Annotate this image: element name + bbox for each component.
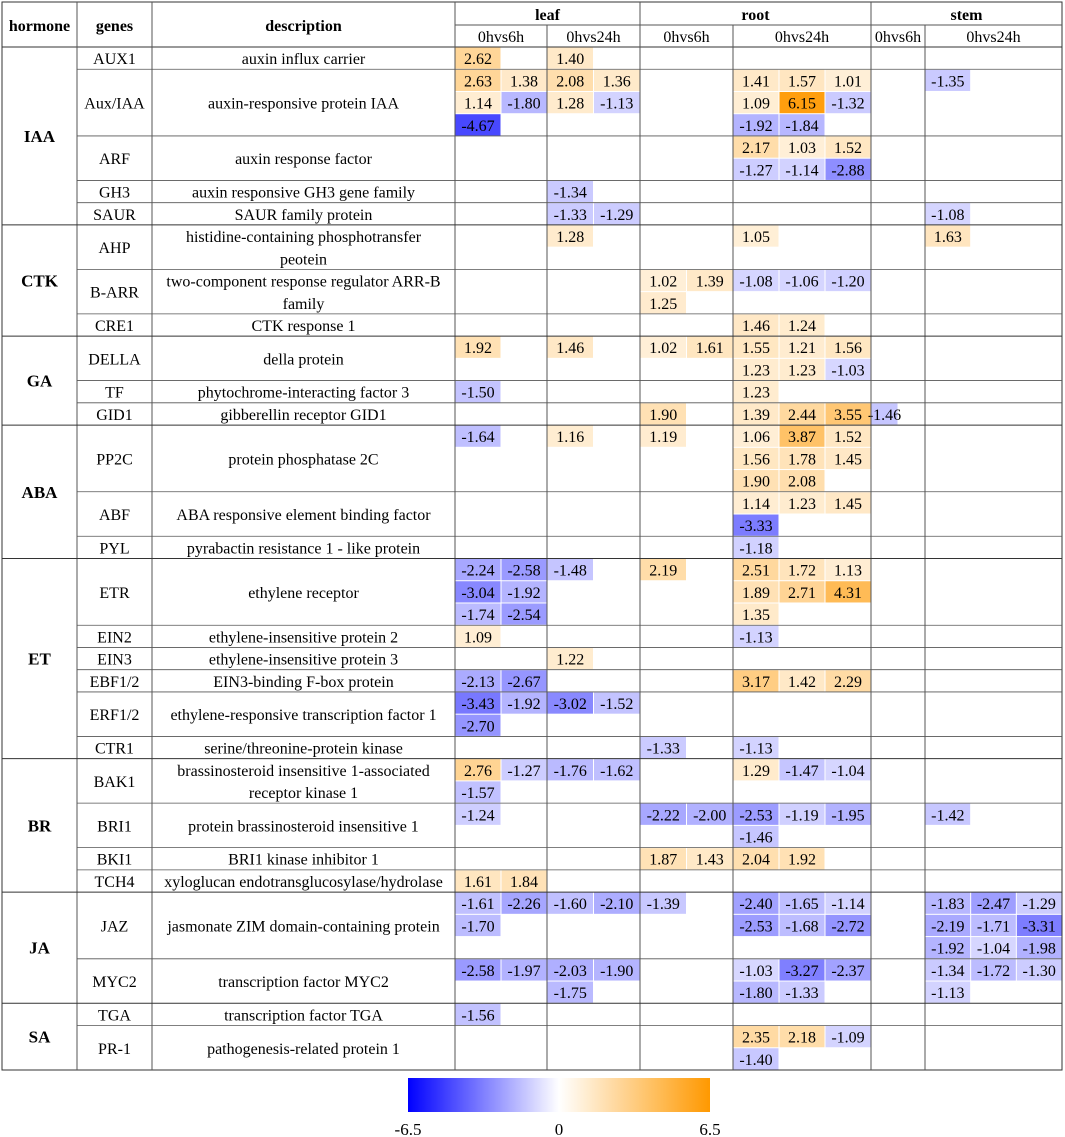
hormone-label-et: ET	[28, 649, 51, 669]
header-comparison: 0hvs6h	[663, 29, 710, 46]
heat-cell-label: -2.67	[507, 673, 541, 691]
heat-cell-label: 1.40	[556, 51, 585, 69]
heat-cell-label: -4.67	[461, 117, 495, 135]
heat-cell-label: 2.51	[742, 562, 770, 580]
heat-cell-label: -1.68	[785, 918, 819, 936]
heat-cell-label: -2.58	[461, 962, 495, 980]
heat-cell-label: -2.72	[831, 918, 865, 936]
heat-cell-label: -1.33	[646, 740, 680, 758]
gene-label: BKI1	[96, 851, 133, 869]
hormone-label-aba: ABA	[21, 482, 58, 502]
heat-cell-label: -3.31	[1022, 918, 1056, 936]
heat-cell-label: -1.64	[461, 429, 495, 447]
heat-cell-label: -1.39	[646, 896, 680, 914]
gene-label: BRI1	[97, 818, 132, 836]
heat-cell-label: 1.46	[742, 317, 770, 335]
heat-cell-label: -1.08	[931, 206, 965, 224]
heat-cell-label: 1.45	[834, 495, 862, 513]
heat-cell-label: -1.95	[831, 807, 865, 825]
heat-cell-label: -1.71	[976, 918, 1011, 936]
heat-cell-label: -2.00	[693, 807, 727, 825]
gene-label: SAUR	[93, 206, 136, 224]
heat-cell-label: 1.52	[834, 429, 862, 447]
heat-cell-label: -1.13	[931, 985, 965, 1003]
heat-cell-label: -3.33	[739, 518, 773, 536]
heat-cell-label: 1.16	[556, 429, 585, 447]
header-comparison: 0hvs24h	[566, 29, 621, 46]
heat-cell-label: 1.14	[742, 495, 770, 513]
heat-cell-label: -2.22	[646, 807, 680, 825]
heat-cell-label: -1.20	[831, 273, 865, 291]
heat-cell-label: 2.19	[649, 562, 678, 580]
gene-label: CTR1	[94, 740, 135, 758]
heat-cell-label: -1.46	[867, 406, 902, 424]
heat-cell-label: -1.52	[600, 696, 634, 714]
heat-cell-label: -1.75	[553, 985, 587, 1003]
heat-cell-label: -1.14	[785, 162, 819, 180]
heat-cell-label: 1.43	[695, 851, 724, 869]
gene-description: jasmonate ZIM domain-containing protein	[167, 918, 440, 936]
heat-cell-label: -3.02	[553, 696, 587, 714]
gene-label: DELLA	[88, 351, 141, 369]
gene-label: CRE1	[94, 317, 135, 335]
heat-cell-label: 2.63	[464, 73, 492, 91]
heat-cell-label: 1.42	[788, 673, 816, 691]
gene-description: two-component response regulator ARR-B	[166, 273, 441, 291]
gene-description: peotein	[279, 251, 328, 269]
colorbar-tick-label: 6.5	[699, 1120, 721, 1137]
heat-cell-label: -1.65	[785, 896, 819, 914]
gene-description: ABA responsive element binding factor	[176, 507, 431, 525]
gene-description: protein brassinosteroid insensitive 1	[188, 818, 419, 836]
heat-cell-label: -1.35	[931, 73, 965, 91]
heat-cell-label: -1.09	[831, 1029, 865, 1047]
gene-label: PR-1	[98, 1040, 131, 1058]
gene-label: B-ARR	[90, 284, 139, 302]
gene-label: EIN2	[97, 629, 132, 647]
header-description: description	[265, 18, 342, 35]
heat-cell-label: -1.29	[600, 206, 634, 224]
gene-label: JAZ	[100, 918, 129, 936]
heat-cell-label: -2.54	[507, 607, 541, 625]
heat-cell-label: -2.47	[976, 896, 1011, 914]
heat-cell-label: -2.19	[931, 918, 965, 936]
heat-cell-label: -1.92	[931, 940, 965, 958]
heat-cell-label: 2.08	[556, 73, 585, 91]
gene-label: GH3	[98, 184, 131, 202]
gene-description: CTK response 1	[251, 317, 356, 335]
gene-description: family	[282, 295, 325, 313]
heat-cell-label: 1.09	[742, 95, 770, 113]
gene-description: pathogenesis-related protein 1	[207, 1040, 400, 1058]
heat-cell-label: 1.13	[834, 562, 862, 580]
heat-cell-label: 1.06	[742, 429, 770, 447]
heat-cell-label: 3.87	[788, 429, 816, 447]
heat-cell-label: 1.01	[834, 73, 862, 91]
heat-cell-label: 1.39	[742, 406, 770, 424]
heat-cell-label: 1.09	[464, 629, 492, 647]
heat-cell-label: 1.25	[649, 295, 678, 313]
gene-description: transcription factor TGA	[224, 1007, 383, 1025]
heat-cell-label: -1.34	[931, 962, 965, 980]
heat-cell-label: 1.38	[510, 73, 538, 91]
heat-cell-label: 2.29	[834, 673, 862, 691]
heat-cell-label: 1.45	[834, 451, 862, 469]
header-hormone: hormone	[8, 18, 71, 35]
heat-cell-label: 1.24	[788, 317, 816, 335]
heat-cell-label: 1.28	[556, 229, 585, 247]
hormone-label-sa: SA	[28, 1027, 51, 1047]
heat-cell-label: 2.76	[464, 762, 492, 780]
heat-cell-label: 2.62	[464, 51, 492, 69]
heat-cell-label: -1.50	[461, 384, 495, 402]
heat-cell-label: -3.04	[461, 584, 495, 602]
heat-cell-label: 1.84	[510, 873, 538, 891]
heat-cell-label: 1.56	[742, 451, 770, 469]
heat-cell-label: -1.06	[785, 273, 819, 291]
gene-description: auxin-responsive protein IAA	[207, 95, 400, 113]
heat-cell-label: -1.72	[976, 962, 1011, 980]
heat-cell-label: -1.08	[739, 273, 773, 291]
heat-cell-label: 2.04	[742, 851, 770, 869]
heat-cell-label: -1.13	[739, 629, 773, 647]
gene-description: auxin response factor	[235, 151, 372, 169]
gene-description: transcription factor MYC2	[218, 974, 389, 992]
heat-cell-label: 1.29	[742, 762, 770, 780]
gene-label: ARF	[98, 151, 131, 169]
heat-cell-label: 4.31	[834, 584, 862, 602]
heat-cell-label: -3.43	[461, 696, 495, 714]
gene-description: histidine-containing phosphotransfer	[185, 229, 422, 247]
heat-cell-label: 1.92	[464, 340, 492, 358]
heat-cell-label: -1.56	[461, 1007, 495, 1025]
heat-cell-label: 1.89	[742, 584, 770, 602]
heat-cell-label: -2.03	[553, 962, 587, 980]
heat-cell-label: -2.13	[461, 673, 495, 691]
heat-cell-label: -2.53	[739, 807, 773, 825]
gene-description: ethylene-insensitive protein 2	[208, 629, 399, 647]
heat-cell-label: -2.58	[507, 562, 541, 580]
hormone-label-ja: JA	[29, 938, 50, 958]
heat-cell-label: 2.71	[788, 584, 816, 602]
heat-cell-label: 2.18	[788, 1029, 816, 1047]
colorbar-tick-label: -6.5	[394, 1120, 422, 1137]
heat-cell-label: -1.04	[976, 940, 1011, 958]
heat-cell-label: 1.57	[788, 73, 816, 91]
heat-cell-label: 1.23	[788, 362, 816, 380]
gene-label: EIN3	[97, 651, 132, 669]
gene-description: serine/threonine-protein kinase	[204, 740, 403, 758]
heat-cell-label: -1.32	[831, 95, 865, 113]
heat-cell-label: -1.13	[739, 740, 773, 758]
heat-cell-label: 1.22	[556, 651, 585, 669]
heat-cell-label: -1.80	[507, 95, 541, 113]
heat-cell-label: -1.57	[461, 785, 495, 803]
gene-label: AUX1	[93, 51, 136, 69]
heat-cell-label: -1.62	[600, 762, 634, 780]
heat-cell-label: 1.23	[788, 495, 816, 513]
heat-cell-label: -1.42	[931, 807, 965, 825]
gene-label: AHP	[98, 240, 131, 258]
header-comparison: 0hvs6h	[874, 29, 922, 46]
heat-cell-label: -2.10	[600, 896, 634, 914]
gene-description: xyloglucan endotransglucosylase/hydrolase	[164, 873, 443, 891]
heat-cell-label: 1.52	[834, 140, 862, 158]
heat-cell-label: -1.14	[831, 896, 865, 914]
heat-cell-label: -1.76	[553, 762, 587, 780]
gene-label: GID1	[96, 406, 133, 424]
heat-cell-label: 3.55	[834, 406, 862, 424]
hormone-label-iaa: IAA	[23, 126, 56, 146]
heat-cell-label: -1.48	[553, 562, 587, 580]
gene-label: TF	[105, 384, 124, 402]
heat-cell-label: -1.29	[1022, 896, 1056, 914]
heat-cell-label: 6.15	[788, 95, 816, 113]
heat-cell-label: 1.05	[742, 229, 770, 247]
hormone-label-ga: GA	[26, 371, 53, 391]
heat-cell-label: -1.70	[461, 918, 495, 936]
heat-cell-label: -2.70	[461, 718, 495, 736]
heat-cell-label: -3.27	[785, 962, 819, 980]
heat-cell-label: 1.35	[742, 607, 770, 625]
gene-description: ethylene-responsive transcription factor 1	[170, 707, 437, 725]
header-comparison: 0hvs24h	[966, 29, 1021, 46]
heat-cell-label: -2.37	[831, 962, 865, 980]
heat-cell-label: -1.92	[739, 117, 773, 135]
header-tissue-root: root	[741, 7, 770, 24]
heat-cell-label: 1.36	[602, 73, 631, 91]
heat-cell-label: 2.35	[742, 1029, 770, 1047]
gene-description: della protein	[263, 351, 344, 369]
gene-description: gibberellin receptor GID1	[220, 406, 387, 424]
gene-label: Aux/IAA	[84, 95, 145, 113]
heat-cell-label: 1.41	[742, 73, 770, 91]
heat-cell-label: -1.92	[507, 696, 541, 714]
gene-label: ABF	[98, 507, 131, 525]
heat-cell-label: -2.88	[831, 162, 865, 180]
header-tissue-stem: stem	[950, 7, 983, 24]
heat-cell-label: 1.23	[742, 362, 770, 380]
heat-cell-label: -1.90	[600, 962, 634, 980]
heat-cell-label: -1.97	[507, 962, 541, 980]
heat-cell-label: 1.55	[742, 340, 770, 358]
header-comparison: 0hvs24h	[774, 29, 830, 46]
heat-cell-label: 1.90	[649, 406, 678, 424]
heat-cell-label: -2.53	[739, 918, 773, 936]
heat-cell-label: -1.60	[553, 896, 587, 914]
hormone-label-br: BR	[27, 816, 52, 836]
heat-cell-label: -1.30	[1022, 962, 1056, 980]
heat-cell-label: 3.17	[742, 673, 770, 691]
gene-description: ethylene-insensitive protein 3	[208, 651, 399, 669]
heat-cell-label: -1.34	[553, 184, 587, 202]
heat-cell-label: -2.40	[739, 896, 773, 914]
gene-description: pyrabactin resistance 1 - like protein	[186, 540, 421, 558]
heat-cell-label: 1.63	[933, 229, 962, 247]
heat-cell-label: 2.44	[788, 406, 816, 424]
hormone-label-ctk: CTK	[21, 271, 58, 291]
gene-description: auxin responsive GH3 gene family	[191, 184, 416, 202]
heat-cell-label: -1.80	[739, 985, 773, 1003]
heat-cell-label: -1.24	[461, 807, 495, 825]
gene-description: SAUR family protein	[234, 206, 373, 224]
heat-cell-label: 1.28	[556, 95, 585, 113]
header-genes: genes	[95, 18, 134, 35]
heat-cell-label: 1.61	[695, 340, 724, 358]
heat-cell-label: 1.21	[788, 340, 816, 358]
heat-cell-label: -1.33	[553, 206, 587, 224]
heat-cell-label: -1.40	[739, 1051, 773, 1069]
heat-cell-label: 2.17	[742, 140, 770, 158]
heat-cell-label: -1.92	[507, 584, 541, 602]
heat-cell-label: 1.19	[649, 429, 678, 447]
gene-label: TGA	[98, 1007, 131, 1025]
heat-cell-label: 1.39	[695, 273, 724, 291]
gene-description: ethylene receptor	[248, 584, 359, 602]
colorbar-tick-label: 0	[554, 1120, 564, 1137]
heat-cell-label: -1.33	[785, 985, 819, 1003]
gene-description: BRI1 kinase inhibitor 1	[228, 851, 379, 869]
heat-cell-label: 1.92	[788, 851, 816, 869]
gene-label: BAK1	[93, 773, 136, 791]
heat-cell-label: -1.98	[1022, 940, 1056, 958]
gene-label: MYC2	[92, 974, 137, 992]
gene-label: ERF1/2	[89, 707, 140, 725]
heat-cell-label: -1.03	[831, 362, 865, 380]
heat-cell-label: -1.27	[507, 762, 541, 780]
heat-cell-label: 2.08	[788, 473, 816, 491]
gene-description: EIN3-binding F-box protein	[213, 673, 394, 691]
heat-cell-label: 1.02	[649, 273, 678, 291]
heat-cell-label: 1.14	[464, 95, 492, 113]
heat-cell-label: 1.61	[464, 873, 492, 891]
gene-description: protein phosphatase 2C	[228, 451, 379, 469]
heat-cell-label: -1.61	[461, 896, 495, 914]
heat-cell-label: 1.03	[788, 140, 816, 158]
heat-cell-label: -1.47	[785, 762, 819, 780]
gene-label: EBF1/2	[89, 673, 140, 691]
heat-cell-label: -2.26	[507, 896, 541, 914]
heat-cell-label: -1.19	[785, 807, 819, 825]
gene-description: phytochrome-interacting factor 3	[197, 384, 410, 402]
heat-cell-label: -2.24	[461, 562, 495, 580]
heat-cell-label: 1.23	[742, 384, 770, 402]
colorbar	[408, 1078, 710, 1112]
gene-label: TCH4	[94, 873, 135, 891]
gene-description: auxin influx carrier	[241, 51, 366, 69]
heat-cell-label: 1.90	[742, 473, 770, 491]
gene-description: brassinosteroid insensitive 1-associated	[177, 762, 430, 780]
gene-description: receptor kinase 1	[248, 785, 359, 803]
heat-cell-label: -1.74	[461, 607, 495, 625]
heat-cell-label: 1.78	[788, 451, 816, 469]
heat-cell-label: -1.03	[739, 962, 773, 980]
heat-cell-label: -1.84	[785, 117, 819, 135]
heat-cell-label: -1.18	[739, 540, 773, 558]
heat-cell-label: 1.02	[649, 340, 678, 358]
heat-cell-label: 1.46	[556, 340, 585, 358]
gene-label: PP2C	[96, 451, 133, 469]
gene-label: ETR	[99, 584, 130, 602]
heat-cell-label: 1.56	[834, 340, 862, 358]
heat-cell-label: -1.83	[931, 896, 965, 914]
heat-cell-label: -1.04	[831, 762, 865, 780]
header-comparison: 0hvs6h	[477, 29, 525, 46]
heat-cell-label: 1.72	[788, 562, 816, 580]
gene-label: PYL	[99, 540, 130, 558]
heat-cell-label: 1.87	[649, 851, 678, 869]
header-tissue-leaf: leaf	[535, 7, 560, 24]
heat-cell-label: -1.27	[739, 162, 773, 180]
heat-cell-label: -1.46	[739, 829, 773, 847]
heat-cell-label: -1.13	[600, 95, 634, 113]
